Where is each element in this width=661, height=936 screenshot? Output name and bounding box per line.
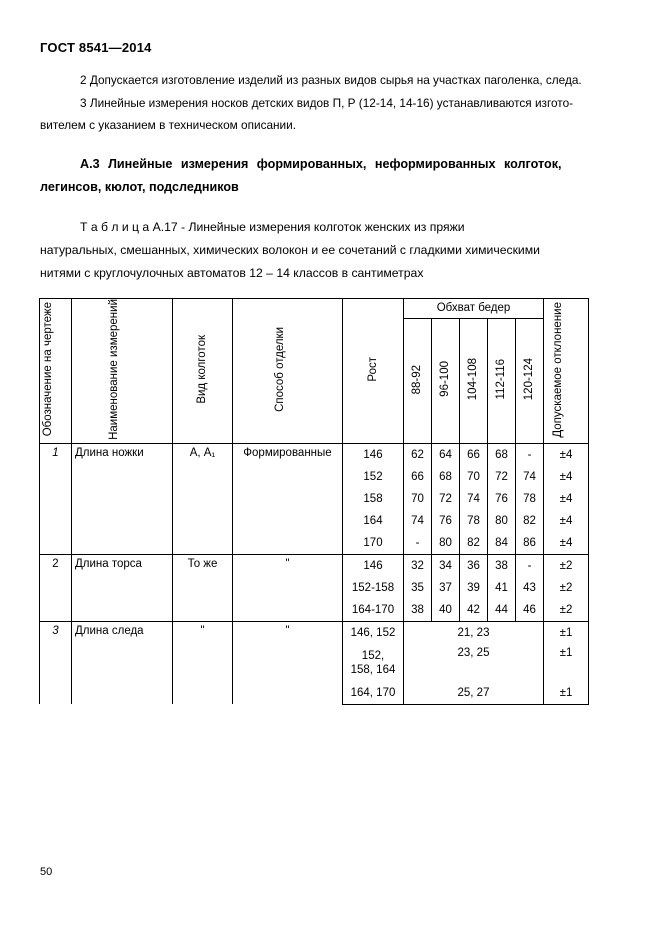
table-row	[40, 554, 589, 577]
height-cell: 152, 158, 164	[343, 644, 404, 682]
value-cell: 66	[460, 443, 488, 466]
value-cell: 43	[516, 577, 544, 599]
value-cell: 35	[404, 577, 432, 599]
height-cell: 164	[343, 510, 404, 532]
tolerance-cell: ±4	[544, 510, 589, 532]
header-designation-cell	[40, 299, 72, 444]
height-cell: 146	[343, 554, 404, 577]
group1-type: А, А₁	[173, 443, 233, 554]
header-finish-cell	[233, 299, 343, 444]
header-height-cell	[343, 299, 404, 444]
value-cell: 74	[404, 510, 432, 532]
value-cell: 66	[404, 466, 432, 488]
header-hip-group: Обхват бедер	[404, 299, 544, 319]
header-tolerance: Допускаемое отклонение	[552, 301, 564, 438]
note-3-line1: 3 Линейные измерения носков детских видов П, Р (12-14, 14-16) устанавливаются изгото-	[80, 96, 574, 110]
value-cell: 74	[460, 488, 488, 510]
value-cell: 21, 23	[404, 621, 544, 644]
section-heading-line2: легинсов, кюлот, подследников	[40, 180, 239, 194]
group1-num: 1	[40, 443, 72, 554]
height-cell: 146, 152	[343, 621, 404, 644]
table-caption-line3: нитями с круглочулочных автоматов 12 – 14 классов в сантиметрах	[40, 266, 424, 280]
value-cell: 23, 25	[404, 644, 544, 682]
value-cell: 80	[488, 510, 516, 532]
header-hip-size: 120-124	[516, 318, 544, 443]
tolerance-cell: ±1	[544, 644, 589, 682]
value-cell: 70	[460, 466, 488, 488]
height-cell: 170	[343, 532, 404, 555]
value-cell: 74	[516, 466, 544, 488]
header-designation: Обозначение на чертеже	[41, 302, 54, 437]
header-hip-size: 104-108	[460, 318, 488, 443]
height-cell: 152-158	[343, 577, 404, 599]
table-caption-line1: Т а б л и ц а А.17 - Линейные измерения колготок женских из пряжи	[80, 220, 465, 234]
tolerance-cell: ±4	[544, 532, 589, 555]
value-cell: 62	[404, 443, 432, 466]
value-cell: 70	[404, 488, 432, 510]
value-cell: 76	[432, 510, 460, 532]
group3-type: "	[173, 621, 233, 704]
tolerance-cell: ±2	[544, 577, 589, 599]
value-cell: 37	[432, 577, 460, 599]
group3-finish: "	[233, 621, 343, 704]
value-cell: 68	[432, 466, 460, 488]
tolerance-cell: ±2	[544, 599, 589, 622]
height-cell: 152	[343, 466, 404, 488]
header-hip-size: 88-92	[404, 318, 432, 443]
table-caption-line2: натуральных, смешанных, химических волокон и ее сочетаний с гладкими химическими	[40, 243, 540, 257]
value-cell: 42	[460, 599, 488, 622]
value-cell: 76	[488, 488, 516, 510]
value-cell: 38	[488, 554, 516, 577]
value-cell: 46	[516, 599, 544, 622]
value-cell: 39	[460, 577, 488, 599]
tolerance-cell: ±4	[544, 443, 589, 466]
tolerance-cell: ±4	[544, 488, 589, 510]
group1-finish: Формированные	[233, 443, 343, 554]
value-cell: 40	[432, 599, 460, 622]
header-height: Рост	[366, 357, 379, 382]
value-cell: -	[516, 443, 544, 466]
group2-num: 2	[40, 554, 72, 621]
value-cell: 41	[488, 577, 516, 599]
height-cell: 164-170	[343, 599, 404, 622]
header-name-cell	[72, 299, 173, 444]
header-name: Наименование измерений	[108, 299, 120, 440]
value-cell: -	[516, 554, 544, 577]
note-2: 2 Допускается изготовление изделий из разных видов сырья на участках паголенка, следа.	[80, 73, 582, 87]
value-cell: 82	[516, 510, 544, 532]
value-cell: -	[404, 532, 432, 555]
tolerance-cell: ±2	[544, 554, 589, 577]
value-cell: 78	[516, 488, 544, 510]
value-cell: 36	[460, 554, 488, 577]
value-cell: 38	[404, 599, 432, 622]
note-3-line2: вителем с указанием в техническом описании.	[40, 118, 297, 132]
value-cell: 25, 27	[404, 682, 544, 705]
group3-name: Длина следа	[72, 621, 173, 704]
page-number: 50	[40, 866, 53, 878]
height-cell: 164, 170	[343, 682, 404, 705]
document-header: ГОСТ 8541—2014	[40, 40, 152, 55]
measurements-table	[39, 298, 589, 705]
header-type: Вид колготок	[195, 335, 208, 404]
value-cell: 44	[488, 599, 516, 622]
value-cell: 34	[432, 554, 460, 577]
value-cell: 86	[516, 532, 544, 555]
header-hip-size: 112-116	[488, 318, 516, 443]
value-cell: 72	[432, 488, 460, 510]
tolerance-cell: ±1	[544, 621, 589, 644]
value-cell: 82	[460, 532, 488, 555]
header-finish: Способ отделки	[273, 327, 286, 412]
value-cell: 64	[432, 443, 460, 466]
value-cell: 32	[404, 554, 432, 577]
section-heading-line1: А.3 Линейные измерения формированных, неформированных колготок,	[80, 157, 562, 171]
header-type-cell	[173, 299, 233, 444]
header-tolerance-cell	[544, 299, 589, 444]
group2-finish: "	[233, 554, 343, 621]
header-hip-size: 96-100	[432, 318, 460, 443]
height-cell: 146	[343, 443, 404, 466]
table-row	[40, 443, 589, 466]
table-row	[40, 621, 589, 644]
group2-name: Длина торса	[72, 554, 173, 621]
value-cell: 68	[488, 443, 516, 466]
tolerance-cell: ±1	[544, 682, 589, 705]
group2-type: То же	[173, 554, 233, 621]
value-cell: 78	[460, 510, 488, 532]
tolerance-cell: ±4	[544, 466, 589, 488]
height-cell: 158	[343, 488, 404, 510]
group1-name: Длина ножки	[72, 443, 173, 554]
value-cell: 80	[432, 532, 460, 555]
value-cell: 72	[488, 466, 516, 488]
group3-num: 3	[40, 621, 72, 704]
value-cell: 84	[488, 532, 516, 555]
